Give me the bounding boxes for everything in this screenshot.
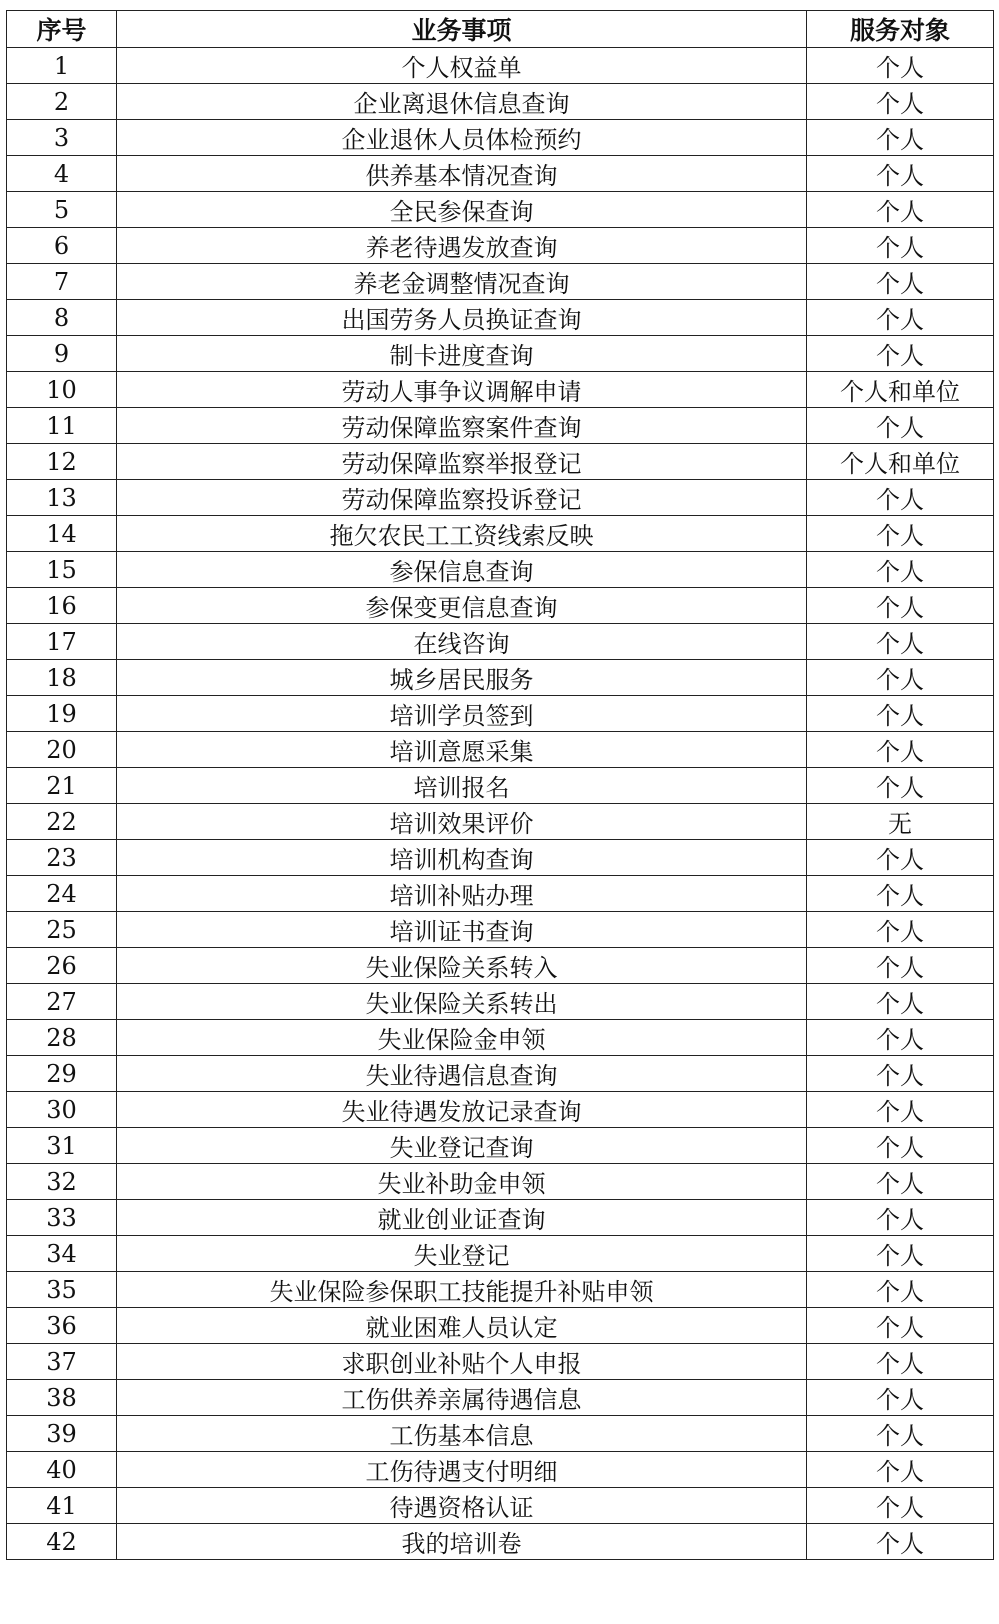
row-business-item: 失业保险参保职工技能提升补贴申领 [117,1272,807,1308]
row-business-item: 求职创业补贴个人申报 [117,1344,807,1380]
table-row [7,336,994,372]
table-row [7,1200,994,1236]
row-business-item: 养老待遇发放查询 [117,228,807,264]
row-index: 41 [7,1488,117,1524]
row-service-target: 个人 [807,1164,994,1200]
table-row [7,552,994,588]
row-service-target: 个人 [807,696,994,732]
row-index: 33 [7,1200,117,1236]
row-service-target: 个人 [807,228,994,264]
row-service-target: 个人 [807,1416,994,1452]
row-service-target: 个人 [807,1308,994,1344]
service-items-table [6,10,994,1560]
row-business-item: 企业离退休信息查询 [117,84,807,120]
row-business-item: 劳动人事争议调解申请 [117,372,807,408]
table-row [7,660,994,696]
row-service-target: 个人和单位 [807,444,994,480]
row-business-item: 养老金调整情况查询 [117,264,807,300]
row-service-target: 个人 [807,984,994,1020]
header-service-target: 服务对象 [807,11,994,48]
row-business-item: 工伤基本信息 [117,1416,807,1452]
table-row [7,156,994,192]
row-index: 22 [7,804,117,840]
row-service-target: 个人 [807,552,994,588]
row-index: 27 [7,984,117,1020]
table-row [7,516,994,552]
row-business-item: 企业退休人员体检预约 [117,120,807,156]
row-business-item: 失业登记 [117,1236,807,1272]
row-business-item: 工伤供养亲属待遇信息 [117,1380,807,1416]
row-service-target: 个人 [807,1128,994,1164]
row-index: 11 [7,408,117,444]
row-index: 3 [7,120,117,156]
row-business-item: 培训效果评价 [117,804,807,840]
row-business-item: 培训机构查询 [117,840,807,876]
row-business-item: 就业困难人员认定 [117,1308,807,1344]
table-row [7,1092,994,1128]
row-index: 30 [7,1092,117,1128]
row-service-target: 个人 [807,336,994,372]
row-business-item: 城乡居民服务 [117,660,807,696]
row-business-item: 劳动保障监察案件查询 [117,408,807,444]
row-business-item: 失业登记查询 [117,1128,807,1164]
table-row [7,372,994,408]
row-service-target: 个人 [807,1452,994,1488]
row-index: 40 [7,1452,117,1488]
table-row [7,948,994,984]
row-business-item: 失业待遇信息查询 [117,1056,807,1092]
row-service-target: 个人 [807,1344,994,1380]
row-index: 35 [7,1272,117,1308]
row-business-item: 失业保险金申领 [117,1020,807,1056]
row-business-item: 培训证书查询 [117,912,807,948]
row-service-target: 个人 [807,588,994,624]
row-business-item: 参保变更信息查询 [117,588,807,624]
row-index: 12 [7,444,117,480]
row-service-target: 个人 [807,948,994,984]
row-service-target: 个人 [807,1380,994,1416]
row-business-item: 全民参保查询 [117,192,807,228]
row-service-target: 个人 [807,1092,994,1128]
row-service-target: 个人 [807,876,994,912]
row-index: 1 [7,48,117,84]
row-business-item: 我的培训卷 [117,1524,807,1560]
row-index: 14 [7,516,117,552]
row-index: 2 [7,84,117,120]
table-body [7,48,994,1560]
row-index: 39 [7,1416,117,1452]
row-business-item: 培训报名 [117,768,807,804]
row-index: 15 [7,552,117,588]
row-business-item: 失业补助金申领 [117,1164,807,1200]
row-service-target: 个人 [807,408,994,444]
row-index: 31 [7,1128,117,1164]
table-row [7,1380,994,1416]
table-row [7,804,994,840]
row-service-target: 个人 [807,48,994,84]
table-row [7,912,994,948]
row-index: 21 [7,768,117,804]
row-index: 7 [7,264,117,300]
row-service-target: 个人 [807,120,994,156]
row-business-item: 工伤待遇支付明细 [117,1452,807,1488]
table-row [7,696,994,732]
table-row [7,48,994,84]
row-business-item: 劳动保障监察投诉登记 [117,480,807,516]
row-service-target: 个人 [807,840,994,876]
row-business-item: 参保信息查询 [117,552,807,588]
row-service-target: 个人和单位 [807,372,994,408]
table-row [7,1272,994,1308]
row-service-target: 无 [807,804,994,840]
table-row [7,228,994,264]
table-row [7,1164,994,1200]
table-row [7,732,994,768]
row-business-item: 个人权益单 [117,48,807,84]
row-business-item: 失业保险关系转入 [117,948,807,984]
row-index: 17 [7,624,117,660]
row-business-item: 培训意愿采集 [117,732,807,768]
row-index: 10 [7,372,117,408]
row-index: 13 [7,480,117,516]
row-business-item: 失业待遇发放记录查询 [117,1092,807,1128]
row-service-target: 个人 [807,516,994,552]
row-service-target: 个人 [807,768,994,804]
row-service-target: 个人 [807,660,994,696]
row-service-target: 个人 [807,84,994,120]
table-row [7,408,994,444]
table-row [7,1056,994,1092]
table-row [7,1524,994,1560]
row-index: 25 [7,912,117,948]
row-index: 18 [7,660,117,696]
table-row [7,192,994,228]
row-service-target: 个人 [807,1488,994,1524]
header-index: 序号 [7,11,117,48]
row-service-target: 个人 [807,1200,994,1236]
row-business-item: 培训学员签到 [117,696,807,732]
row-index: 29 [7,1056,117,1092]
table-row [7,264,994,300]
table-row [7,1488,994,1524]
row-index: 16 [7,588,117,624]
row-index: 23 [7,840,117,876]
table-row [7,984,994,1020]
row-service-target: 个人 [807,156,994,192]
row-service-target: 个人 [807,1272,994,1308]
row-index: 37 [7,1344,117,1380]
row-service-target: 个人 [807,1524,994,1560]
row-index: 8 [7,300,117,336]
row-index: 36 [7,1308,117,1344]
table-row [7,624,994,660]
row-service-target: 个人 [807,1056,994,1092]
row-index: 5 [7,192,117,228]
row-index: 34 [7,1236,117,1272]
row-business-item: 出国劳务人员换证查询 [117,300,807,336]
row-business-item: 就业创业证查询 [117,1200,807,1236]
header-row [7,11,994,48]
row-business-item: 培训补贴办理 [117,876,807,912]
table-row [7,480,994,516]
table-row [7,120,994,156]
row-service-target: 个人 [807,264,994,300]
row-index: 19 [7,696,117,732]
row-service-target: 个人 [807,1236,994,1272]
header-business-item: 业务事项 [117,11,807,48]
row-index: 20 [7,732,117,768]
table-row [7,1020,994,1056]
table-row [7,588,994,624]
row-service-target: 个人 [807,912,994,948]
row-index: 32 [7,1164,117,1200]
table-row [7,1308,994,1344]
row-business-item: 供养基本情况查询 [117,156,807,192]
table-row [7,84,994,120]
table-row [7,840,994,876]
row-service-target: 个人 [807,732,994,768]
table-row [7,1128,994,1164]
row-service-target: 个人 [807,480,994,516]
row-service-target: 个人 [807,192,994,228]
table-row [7,1344,994,1380]
row-index: 24 [7,876,117,912]
row-service-target: 个人 [807,624,994,660]
row-index: 42 [7,1524,117,1560]
row-business-item: 制卡进度查询 [117,336,807,372]
row-index: 28 [7,1020,117,1056]
table-row [7,768,994,804]
row-service-target: 个人 [807,300,994,336]
row-index: 4 [7,156,117,192]
row-business-item: 待遇资格认证 [117,1488,807,1524]
row-index: 9 [7,336,117,372]
table-row [7,1452,994,1488]
table-row [7,300,994,336]
row-index: 38 [7,1380,117,1416]
row-business-item: 失业保险关系转出 [117,984,807,1020]
row-index: 6 [7,228,117,264]
table-header [7,11,994,48]
row-business-item: 拖欠农民工工资线索反映 [117,516,807,552]
row-business-item: 劳动保障监察举报登记 [117,444,807,480]
table-row [7,1416,994,1452]
row-business-item: 在线咨询 [117,624,807,660]
table-row [7,1236,994,1272]
row-service-target: 个人 [807,1020,994,1056]
table-row [7,876,994,912]
table-row [7,444,994,480]
row-index: 26 [7,948,117,984]
